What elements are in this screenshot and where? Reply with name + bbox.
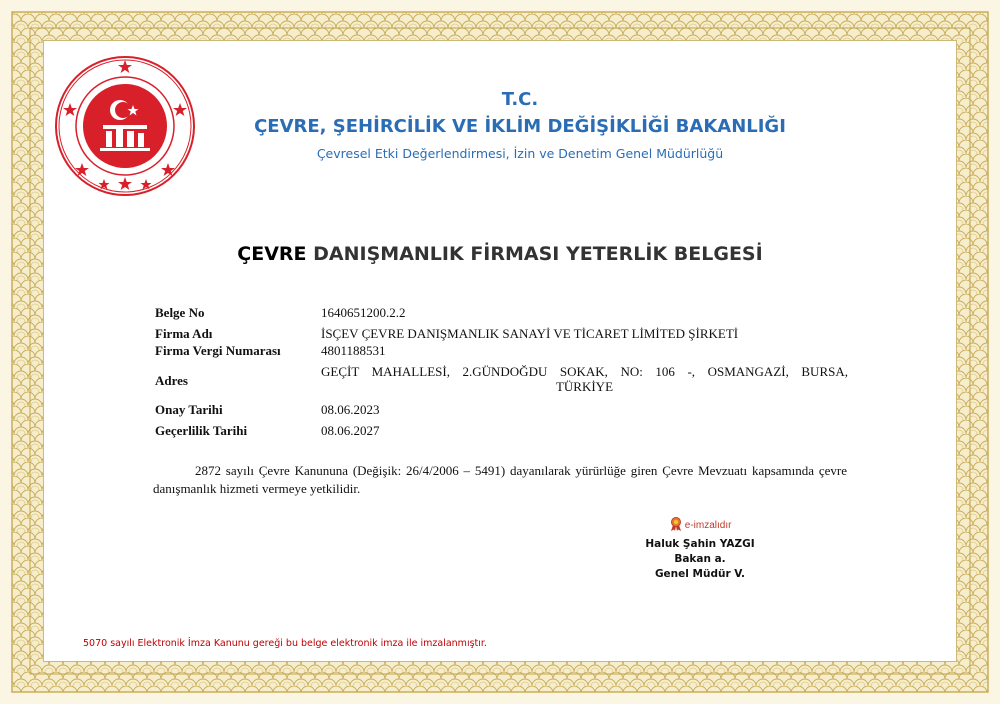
field-label: Belge No — [155, 305, 205, 320]
authorization-paragraph: 2872 sayılı Çevre Kanununa (Değişik: 26/4/2006 – 5491) dayanılarak yürürlüğe giren Çevre Mevzuatı kapsamında çevre danışmanlık hizmeti vermeye yetkilidir. — [153, 463, 847, 496]
document-title-first-word: ÇEVRE — [237, 243, 314, 265]
footer-legal-note: 5070 sayılı Elektronik İmza Kanunu gereği bu belge elektronik imza ile imzalanmıştır. — [83, 638, 487, 649]
field-value: İSÇEV ÇEVRE DANIŞMANLIK SANAYİ VE TİCARET LİMİTED ŞİRKETİ — [321, 326, 739, 341]
field-value: 08.06.2027 — [321, 423, 380, 438]
field-label: Adres — [155, 373, 188, 388]
field-value: 08.06.2023 — [321, 402, 380, 417]
ministry-name: ÇEVRE, ŞEHİRCİLİK VE İKLİM DEĞİŞİKLİĞİ BAKANLIĞI — [254, 116, 786, 137]
field-value: 1640651200.2.2 — [321, 305, 406, 320]
department-name: Çevresel Etki Değerlendirmesi, İzin ve Denetim Genel Müdürlüğü — [316, 146, 724, 161]
document-title-rest: DANIŞMANLIK FİRMASI YETERLİK BELGESİ — [313, 243, 763, 265]
signer-title: Genel Müdür V. — [654, 568, 746, 580]
signer-name: Haluk Şahin YAZGI — [645, 538, 755, 550]
document-title — [0, 243, 1000, 265]
e-signature-badge — [670, 517, 731, 531]
header-tc: T.C. — [501, 89, 539, 110]
field-value: 4801188531 — [321, 343, 386, 358]
field-value: GEÇİT MAHALLESİ, 2.GÜNDOĞDU SOKAK, NO: 106 -, OSMANGAZİ, BURSA, — [321, 364, 848, 379]
field-value-line2: TÜRKİYE — [555, 379, 614, 394]
e-signature-label: e-imzalıdır — [684, 520, 732, 531]
ribbon-badge-icon — [670, 517, 682, 531]
ministry-seal-logo — [54, 55, 196, 197]
field-label: Onay Tarihi — [155, 402, 223, 417]
field-label: Firma Vergi Numarası — [155, 343, 281, 358]
field-label: Geçerlilik Tarihi — [155, 423, 248, 438]
field-label: Firma Adı — [155, 326, 213, 341]
signer-role: Bakan a. — [674, 553, 726, 565]
